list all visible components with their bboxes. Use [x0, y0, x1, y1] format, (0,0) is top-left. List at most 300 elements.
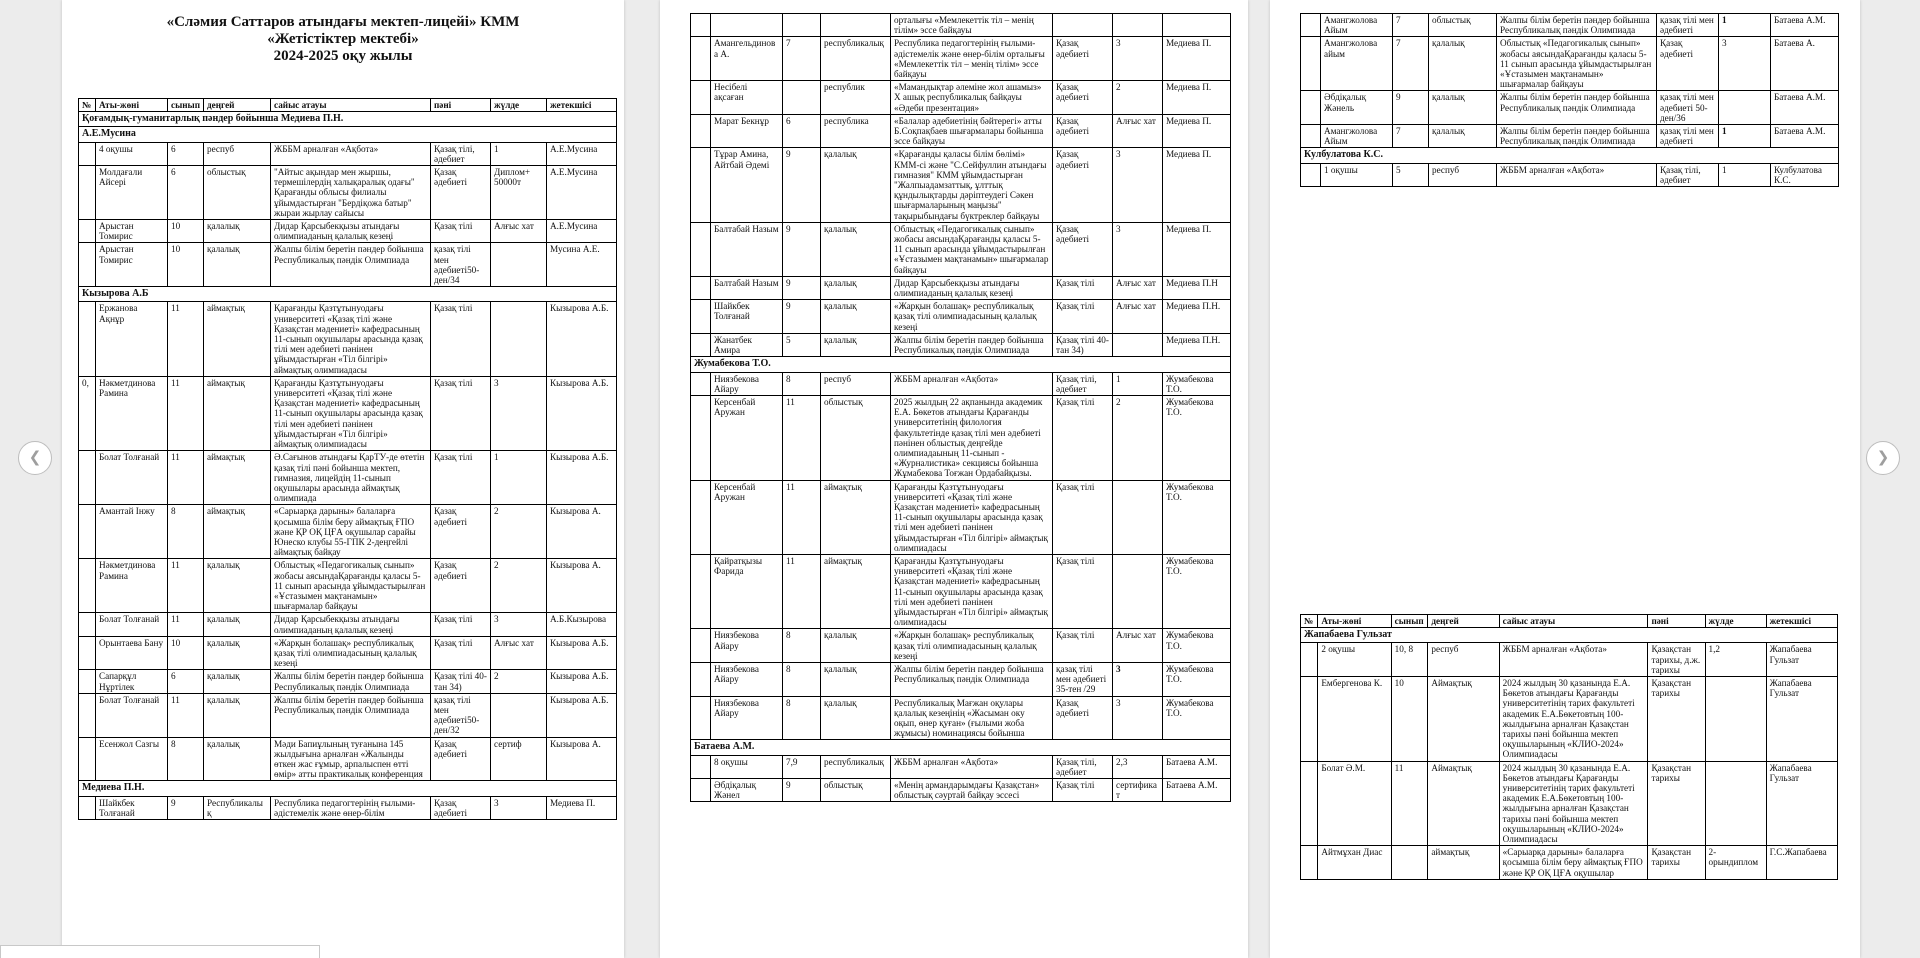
cell-level: қалалық: [204, 559, 271, 613]
table-row: [79, 693, 617, 737]
table-row: [691, 629, 1231, 663]
cell-award: [1705, 677, 1766, 762]
cell-level: қалалық: [821, 333, 891, 356]
table-row: [691, 222, 1231, 276]
cell-number: [79, 796, 96, 819]
cell-competition-name: Жалпы білім беретін пәндер бойынша Республикалық пәндік Олимпиада: [271, 670, 431, 693]
cell-level: облыстық: [204, 166, 271, 220]
table-row: [691, 480, 1231, 554]
cell-supervisor: Кызырова А.: [547, 559, 617, 613]
cell-number: [1301, 37, 1321, 91]
cell-number: [1301, 163, 1321, 186]
table-row: [79, 796, 617, 819]
cell-student-name: Балтабай Назым: [711, 276, 783, 299]
cell-award: 1,2: [1705, 643, 1766, 677]
cell-number: [1301, 14, 1321, 37]
cell-supervisor: Жумабекова Т.О.: [1163, 372, 1231, 395]
cell-number: [1301, 846, 1318, 880]
cell-grade: 7: [783, 37, 821, 81]
cell-number: [691, 554, 711, 628]
cell-competition-name: Жалпы білім беретін пәндер бойынша Республикалық пәндік Олимпиада: [271, 693, 431, 737]
cell-student-name: Нәкметдинова Рамина: [96, 559, 168, 613]
section-header-row: [1301, 148, 1839, 163]
cell-student-name: 8 оқушы: [711, 755, 783, 778]
cell-student-name: Несібелі ақсаған: [711, 81, 783, 115]
column-award-header: жүлде: [1705, 615, 1766, 628]
cell-subject: Қазақстан тарихы: [1648, 761, 1705, 846]
cell-supervisor: Медиева П.: [1163, 222, 1231, 276]
cell-grade: 7: [1393, 37, 1429, 91]
cell-level: аймақтық: [1428, 846, 1499, 880]
table-row: [79, 302, 617, 376]
cell-subject: Қазақстан тарихы: [1648, 677, 1705, 762]
cell-level: облыстық: [821, 779, 891, 802]
cell-number: [691, 629, 711, 663]
cell-award: 1: [1719, 163, 1771, 186]
cell-grade: 11: [168, 451, 204, 505]
cell-award: Алғыс хат: [1113, 114, 1163, 148]
cell-level: қалалық: [1429, 125, 1497, 148]
cell-subject: Қазақ әдебиеті: [1053, 81, 1113, 115]
cell-supervisor: Жапабаева Гульзат: [1766, 643, 1837, 677]
cell-level: аймақтық: [821, 480, 891, 554]
cell-supervisor: Медиева П.: [1163, 81, 1231, 115]
cell-subject: Қазақ тілі: [431, 636, 491, 670]
cell-supervisor: А.Е.Мусина: [547, 166, 617, 220]
chevron-right-icon: ❯: [1876, 448, 1890, 466]
cell-student-name: Болат Толғанай: [96, 613, 168, 636]
cell-competition-name: «Балалар әдебиетінің бәйтерегі» атты Б.Соқпақбаев шығармалары бойынша эссе байқауы: [891, 114, 1053, 148]
section-header-row: [691, 740, 1231, 755]
column-supervisor-header: жетекшісі: [1766, 615, 1837, 628]
cell-competition-name: «Сарыарқа дарыны» балаларға қосымша білім беру аймақтық ҒПО және ҚР ОҚ ЦҒА оқушылар сарайы Юнеско клубы 55-ГПК 2-деңгейлі аймақтық байқау: [271, 505, 431, 559]
cell-competition-name: Ә.Сағынов атындағы ҚарТУ-де өтетін қазақ тілі пәні бойынша мектеп, гимназия, лицейдің 11-сынып оқушылары арасында аймақтық олимпиада: [271, 451, 431, 505]
cell-subject: [1053, 14, 1113, 37]
document-page-1: [62, 0, 624, 958]
table-header-row: [79, 99, 617, 112]
cell-student-name: 1 оқушы: [1321, 163, 1393, 186]
next-page-button[interactable]: [1866, 441, 1900, 475]
cell-level: қалалық: [821, 662, 891, 696]
cell-grade: 9: [783, 276, 821, 299]
cell-number: [691, 779, 711, 802]
cell-student-name: Жанатбек Амира: [711, 333, 783, 356]
cell-supervisor: Жапабаева Гульзат: [1766, 761, 1837, 846]
cell-number: [1301, 677, 1318, 762]
cell-supervisor: А.Е.Мусина: [547, 142, 617, 165]
cell-supervisor: Кулбулатова К.С.: [1771, 163, 1839, 186]
section-teacher-name: Кулбулатова К.С.: [1301, 148, 1839, 163]
table-row: [691, 14, 1231, 37]
table-row: [79, 670, 617, 693]
cell-subject: қазақ тілі мен әдебиеті: [1657, 125, 1719, 148]
cell-grade: 6: [168, 670, 204, 693]
cell-award: 2: [1113, 395, 1163, 480]
table-row: [79, 376, 617, 450]
cell-level: Аймақтық: [1428, 761, 1499, 846]
results-table: [690, 13, 1231, 802]
cell-grade: 11: [168, 302, 204, 376]
cell-number: [691, 372, 711, 395]
cell-level: қалалық: [821, 629, 891, 663]
cell-competition-name: ЖББМ арналған «Ақбота»: [891, 372, 1053, 395]
table-row: [691, 779, 1231, 802]
cell-student-name: Арыстан Томирис: [96, 220, 168, 243]
cell-competition-name: «Жарқын болашақ» республикалық қазақ тілі олимпиадасының қалалық кезеңі: [891, 300, 1053, 334]
cell-award: 3: [491, 613, 547, 636]
cell-supervisor: Г.С.Жапабаева: [1766, 846, 1837, 880]
cell-number: [79, 737, 96, 781]
cell-competition-name: 2024 жылдың 30 қазанында Е.А. Бөкетов атындағы Қарағанды университетінің тарих факультеті академик Е.А.Бөкетовтың 100-жылдығына арналған Қазақстан тарихы пәні бойынша мектеп оқушыларының «КЛИО-2024» Олимпиадасы: [1499, 761, 1648, 846]
cell-student-name: Шайкбек Толғанай: [96, 796, 168, 819]
cell-award: 3: [491, 376, 547, 450]
cell-award: 1: [1719, 125, 1771, 148]
cell-competition-name: Жалпы білім беретін пәндер бойынша Республикалық пәндік Олимпиада: [271, 243, 431, 287]
cell-grade: 9: [783, 300, 821, 334]
column-number-header: №: [79, 99, 96, 112]
table-row: [691, 114, 1231, 148]
cell-competition-name: Қарағанды Қазтұтынуодағы университеті «Қазақ тілі және Қазақстан мәдениеті» кафедрасының 11-сынып оқушылары арасында қазақ тілі мен әдебиеті пәнінен ұйымдастырған «Тіл білгірі» аймақтық олимпиадасы: [891, 554, 1053, 628]
cell-supervisor: [1163, 14, 1231, 37]
results-table: [78, 98, 617, 820]
cell-supervisor: Кызырова А.Б.: [547, 376, 617, 450]
cell-subject: Қазақ әдебиеті: [431, 737, 491, 781]
table-header-row: [1301, 615, 1838, 628]
table-row: [79, 636, 617, 670]
cell-subject: Қазақ тілі: [431, 302, 491, 376]
column-subject-header: пәні: [431, 99, 491, 112]
cell-award: 1: [1113, 372, 1163, 395]
cell-award: 2: [491, 559, 547, 613]
cell-subject: қазақ тілі мен әдебиеті 35-тен /29: [1053, 662, 1113, 696]
table-row: [691, 395, 1231, 480]
cell-student-name: Балтабай Назым: [711, 222, 783, 276]
cell-student-name: Әбдіқалық Жәнель: [1321, 91, 1393, 125]
title-line: «Сләмия Саттаров атындағы мектеп-лицейі» КММ: [166, 14, 520, 30]
cell-supervisor: Медиева П.: [1163, 148, 1231, 222]
section-header-row: [1301, 628, 1838, 643]
cell-number: [691, 480, 711, 554]
cell-subject: Қазақ әдебиеті: [1053, 148, 1113, 222]
title-line: «Жетістіктер мектебі»: [267, 31, 419, 47]
cell-student-name: Есенжол Сазгы: [96, 737, 168, 781]
cell-award: 3: [491, 796, 547, 819]
cell-student-name: Марат Бекнұр: [711, 114, 783, 148]
table-row: [79, 142, 617, 165]
cell-supervisor: Жумабекова Т.О.: [1163, 662, 1231, 696]
section-header-row: [691, 357, 1231, 372]
cell-student-name: Болат Ә.М.: [1318, 761, 1391, 846]
cell-competition-name: ЖББМ арналған «Ақбота»: [271, 142, 431, 165]
table-row: [79, 451, 617, 505]
cell-student-name: Амантай Інжу: [96, 505, 168, 559]
previous-page-button[interactable]: [18, 441, 52, 475]
cell-supervisor: Кызырова А.Б.: [547, 670, 617, 693]
cell-level: республика: [821, 114, 891, 148]
cell-supervisor: Кызырова А.Б.: [547, 636, 617, 670]
cell-supervisor: Медиева П.Н.: [1163, 333, 1231, 356]
cell-supervisor: Жумабекова Т.О.: [1163, 554, 1231, 628]
cell-supervisor: Батаева А.М.: [1771, 14, 1839, 37]
column-grade-header: сынып: [1391, 615, 1428, 628]
cell-grade: 8: [783, 372, 821, 395]
cell-student-name: [711, 14, 783, 37]
table-row: [691, 300, 1231, 334]
cell-level: қалалық: [821, 696, 891, 740]
section-teacher-name: Батаева А.М.: [691, 740, 1231, 755]
cell-number: [691, 755, 711, 778]
cell-student-name: Ниязбекова Айару: [711, 696, 783, 740]
cell-award: 3: [1113, 696, 1163, 740]
table-row: [79, 220, 617, 243]
cell-award: Алғыс хат: [1113, 629, 1163, 663]
table-row: [691, 372, 1231, 395]
cell-competition-name: Республика педагогтерінің ғылыми-әдістемелік және өнер-білім: [271, 796, 431, 819]
cell-grade: 5: [1393, 163, 1429, 186]
cell-number: [79, 670, 96, 693]
section-teacher-name: Қоғамдық-гуманитарлық пәндер бойынша Медиева П.Н.: [79, 112, 617, 127]
cell-subject: қазақ тілі мен әдебиеті50-ден/34: [431, 243, 491, 287]
cell-award: Диплом+ 50000т: [491, 166, 547, 220]
cell-award: 3: [1719, 37, 1771, 91]
cell-number: [691, 14, 711, 37]
table-row: [691, 81, 1231, 115]
cell-number: [79, 559, 96, 613]
table-row: [79, 166, 617, 220]
cell-level: аймақтық: [204, 376, 271, 450]
cell-level: республик: [821, 81, 891, 115]
cell-level: республикалық: [821, 755, 891, 778]
cell-level: аймақтық: [204, 302, 271, 376]
cell-student-name: Нәкметдинова Рамина: [96, 376, 168, 450]
cell-subject: қазақ тілі мен әдебиеті50-ден/32: [431, 693, 491, 737]
section-teacher-name: Медиева П.Н.: [79, 781, 617, 796]
column-student-name-header: Аты-жөні: [96, 99, 168, 112]
cell-level: облыстық: [821, 395, 891, 480]
column-competition-name-header: сайыс атауы: [271, 99, 431, 112]
cell-supervisor: Кызырова А.: [547, 737, 617, 781]
cell-subject: Қазақстан тарихы: [1648, 846, 1705, 880]
cell-grade: 9: [783, 779, 821, 802]
cell-subject: қазақ тілі мен әдебиеті 50-ден/36: [1657, 91, 1719, 125]
cell-competition-name: «Жарқын болашақ» республикалық қазақ тілі олимпиадасының қалалық кезеңі: [891, 629, 1053, 663]
cell-student-name: 4 оқушы: [96, 142, 168, 165]
cell-grade: 9: [783, 148, 821, 222]
cell-student-name: Молдағали Айсері: [96, 166, 168, 220]
table-row: [691, 333, 1231, 356]
cell-student-name: Әбдіқалық Жәнел: [711, 779, 783, 802]
cell-grade: 8: [783, 696, 821, 740]
cell-grade: 9: [783, 222, 821, 276]
cell-award: [491, 302, 547, 376]
cell-subject: Қазақ тілі, әдебиет: [1657, 163, 1719, 186]
cell-subject: Қазақ әдебиеті: [1053, 222, 1113, 276]
cell-student-name: Болат Толғанай: [96, 693, 168, 737]
cell-competition-name: Дидар Қарсыбекқызы атындағы олимпиаданың қалалық кезеңі: [271, 613, 431, 636]
document-page-2: [660, 0, 1248, 958]
cell-supervisor: Кызырова А.Б.: [547, 302, 617, 376]
cell-student-name: Амангжолова Айым: [1321, 125, 1393, 148]
cell-competition-name: Жалпы білім беретін пәндер бойынша Республикалық пәндік Олимпиада: [1497, 91, 1657, 125]
cell-level: қалалық: [204, 636, 271, 670]
bottom-scrollbar[interactable]: [0, 945, 320, 958]
cell-award: [491, 693, 547, 737]
cell-competition-name: Дидар Қарсыбекқызы атындағы олимпиаданың қалалық кезеңі: [891, 276, 1053, 299]
cell-level: қалалық: [204, 243, 271, 287]
document-title: [62, 0, 624, 65]
table-row: [1301, 14, 1839, 37]
cell-competition-name: Мәди Бапиұлының туғанына 145 жылдығына арналған «Жалынды өткен жас ғұмыр, арпалыспен өтті өмір» атты практикалық конференция: [271, 737, 431, 781]
cell-grade: 8: [168, 737, 204, 781]
table-row: [1301, 37, 1839, 91]
table-row: [1301, 677, 1838, 762]
column-level-header: деңгей: [204, 99, 271, 112]
cell-number: [79, 220, 96, 243]
cell-grade: 7,9: [783, 755, 821, 778]
cell-grade: 11: [783, 554, 821, 628]
cell-subject: Қазақ тілі, әдебиет: [431, 142, 491, 165]
chevron-left-icon: ❮: [28, 448, 42, 466]
cell-subject: Қазақ әдебиеті: [1657, 37, 1719, 91]
cell-level: республикалық: [821, 37, 891, 81]
cell-supervisor: Медиева П.Н.: [1163, 300, 1231, 334]
cell-student-name: Керсенбай Аружан: [711, 480, 783, 554]
cell-award: [1113, 14, 1163, 37]
cell-subject: Қазақ тілі: [1053, 300, 1113, 334]
cell-competition-name: Жалпы білім беретін пәндер бойынша Республикалық пәндік Олимпиада: [1497, 14, 1657, 37]
cell-subject: Қазақ тілі: [431, 220, 491, 243]
cell-level: қалалық: [204, 613, 271, 636]
cell-number: [691, 395, 711, 480]
cell-subject: Қазақстан тарихы, д.ж. тарихы: [1648, 643, 1705, 677]
cell-number: [79, 693, 96, 737]
table-row: [1301, 761, 1838, 846]
cell-student-name: Орынтаева Бану: [96, 636, 168, 670]
cell-award: [1113, 554, 1163, 628]
cell-supervisor: Батаева А.М.: [1163, 755, 1231, 778]
cell-competition-name: 2024 жылдың 30 қазанында Е.А. Бөкетов атындағы Қарағанды университетінің тарих факультеті академик Е.А.Бөкетовтың 100-жылдығына арналған Қазақстан тарихы пәні бойынша мектеп оқушыларының «КЛИО-2024» Олимпиадасы: [1499, 677, 1648, 762]
cell-student-name: Ниязбекова Айару: [711, 662, 783, 696]
cell-number: [691, 696, 711, 740]
cell-competition-name: Қарағанды Қазтұтынуодағы университеті «Қазақ тілі және Қазақстан мәдениеті» кафедрасының 11-сынып оқушылары арасында қазақ тілі мен әдебиеті пәнінен ұйымдастырған «Тіл білгірі» аймақтық олимпиадасы: [891, 480, 1053, 554]
cell-number: [691, 114, 711, 148]
cell-subject: Қазақ тілі: [1053, 276, 1113, 299]
cell-number: [79, 243, 96, 287]
cell-number: [79, 451, 96, 505]
cell-grade: 10: [168, 636, 204, 670]
cell-award: [1705, 761, 1766, 846]
cell-student-name: Керсенбай Аружан: [711, 395, 783, 480]
cell-award: Алғыс хат: [1113, 276, 1163, 299]
cell-award: 2: [491, 505, 547, 559]
cell-award: 2-орындиплом: [1705, 846, 1766, 880]
column-subject-header: пәні: [1648, 615, 1705, 628]
section-header-row: [79, 112, 617, 127]
cell-competition-name: «Қарағанды қаласы білім бөлімі» КММ-сі және "С.Сейфуллин атындағы гимназия" КММ ұйымдастырған "Жалпыадамзаттық, ұлттық құндылықтарды дәріптеудегі Сәкен шығармаларының маңызы" тақырыбындағы бүктреклер байқауы: [891, 148, 1053, 222]
table-row: [1301, 163, 1839, 186]
cell-grade: [783, 81, 821, 115]
cell-student-name: Айтмұхан Диас: [1318, 846, 1391, 880]
column-level-header: деңгей: [1428, 615, 1499, 628]
cell-level: қалалық: [821, 222, 891, 276]
cell-supervisor: Батаева А.М.: [1163, 779, 1231, 802]
cell-award: 2: [491, 670, 547, 693]
cell-student-name: Сапарқұл Нұртілек: [96, 670, 168, 693]
cell-number: [79, 166, 96, 220]
cell-supervisor: Жумабекова Т.О.: [1163, 696, 1231, 740]
cell-competition-name: «Жарқын болашақ» республикалық қазақ тілі олимпиадасының қалалық кезеңі: [271, 636, 431, 670]
cell-award: 3: [1113, 148, 1163, 222]
cell-student-name: Амангельдинова А.: [711, 37, 783, 81]
cell-level: қалалық: [204, 693, 271, 737]
cell-number: [79, 302, 96, 376]
cell-number: [691, 333, 711, 356]
cell-level: қалалық: [204, 737, 271, 781]
cell-subject: Қазақ әдебиеті: [1053, 696, 1113, 740]
cell-grade: 10: [168, 243, 204, 287]
cell-supervisor: Медиева П.: [547, 796, 617, 819]
cell-subject: Қазақ тілі: [1053, 480, 1113, 554]
cell-grade: 8: [783, 629, 821, 663]
cell-subject: қазақ тілі мен әдебиеті: [1657, 14, 1719, 37]
cell-supervisor: Медиева П.: [1163, 37, 1231, 81]
cell-level: қалалық: [204, 670, 271, 693]
cell-award: 2,3: [1113, 755, 1163, 778]
cell-competition-name: «Мамандықтар әлеміне жол ашамыз» Х ашық республикалық байқауы «Әдеби презентация»: [891, 81, 1053, 115]
cell-grade: 6: [168, 166, 204, 220]
title-line: 2024-2025 оқу жылы: [273, 48, 413, 64]
cell-number: [691, 81, 711, 115]
cell-subject: Қазақ әдебиеті: [431, 796, 491, 819]
cell-number: [79, 142, 96, 165]
cell-competition-name: Дидар Қарсыбекқызы атындағы олимпиаданың қалалық кезеңі: [271, 220, 431, 243]
cell-supervisor: Жумабекова Т.О.: [1163, 629, 1231, 663]
cell-student-name: Ниязбекова Айару: [711, 372, 783, 395]
table-row: [691, 554, 1231, 628]
cell-number: [1301, 91, 1321, 125]
cell-grade: 11: [168, 559, 204, 613]
cell-grade: 6: [783, 114, 821, 148]
cell-level: респуб: [1429, 163, 1497, 186]
cell-grade: 7: [1393, 125, 1429, 148]
cell-number: [691, 662, 711, 696]
cell-subject: Қазақ тілі: [1053, 554, 1113, 628]
cell-supervisor: Мусина А.Е.: [547, 243, 617, 287]
cell-subject: Қазақ тілі: [431, 613, 491, 636]
cell-grade: 11: [783, 395, 821, 480]
document-page-3: [1270, 0, 1860, 958]
cell-level: Аймақтық: [1428, 677, 1499, 762]
cell-award: [1113, 480, 1163, 554]
table-row: [691, 37, 1231, 81]
results-table: [1300, 13, 1839, 187]
cell-supervisor: Батаева А.М.: [1771, 125, 1839, 148]
cell-supervisor: Кызырова А.: [547, 505, 617, 559]
cell-level: қалалық: [1429, 37, 1497, 91]
cell-level: аймақтық: [821, 554, 891, 628]
cell-supervisor: Медиева П.Н: [1163, 276, 1231, 299]
cell-grade: 8: [168, 505, 204, 559]
column-number-header: №: [1301, 615, 1318, 628]
cell-grade: 6: [168, 142, 204, 165]
cell-competition-name: 2025 жылдың 22 ақпанында академик Е.А. Бөкетов атындағы Қарағанды университетінің филология факультетінде қазақ тілі мен әдебиеті пәнінен облыстық деңгейде олимпиадаының 11-сынып - «Журналистика» секциясы бойынша Жұмабекова Тоғжан Ордабайқызы.: [891, 395, 1053, 480]
cell-award: 3: [1113, 37, 1163, 81]
cell-award: 2: [1113, 81, 1163, 115]
section-header-row: [79, 127, 617, 142]
cell-number: [79, 505, 96, 559]
results-table: [1300, 614, 1838, 880]
cell-level: қалалық: [821, 276, 891, 299]
